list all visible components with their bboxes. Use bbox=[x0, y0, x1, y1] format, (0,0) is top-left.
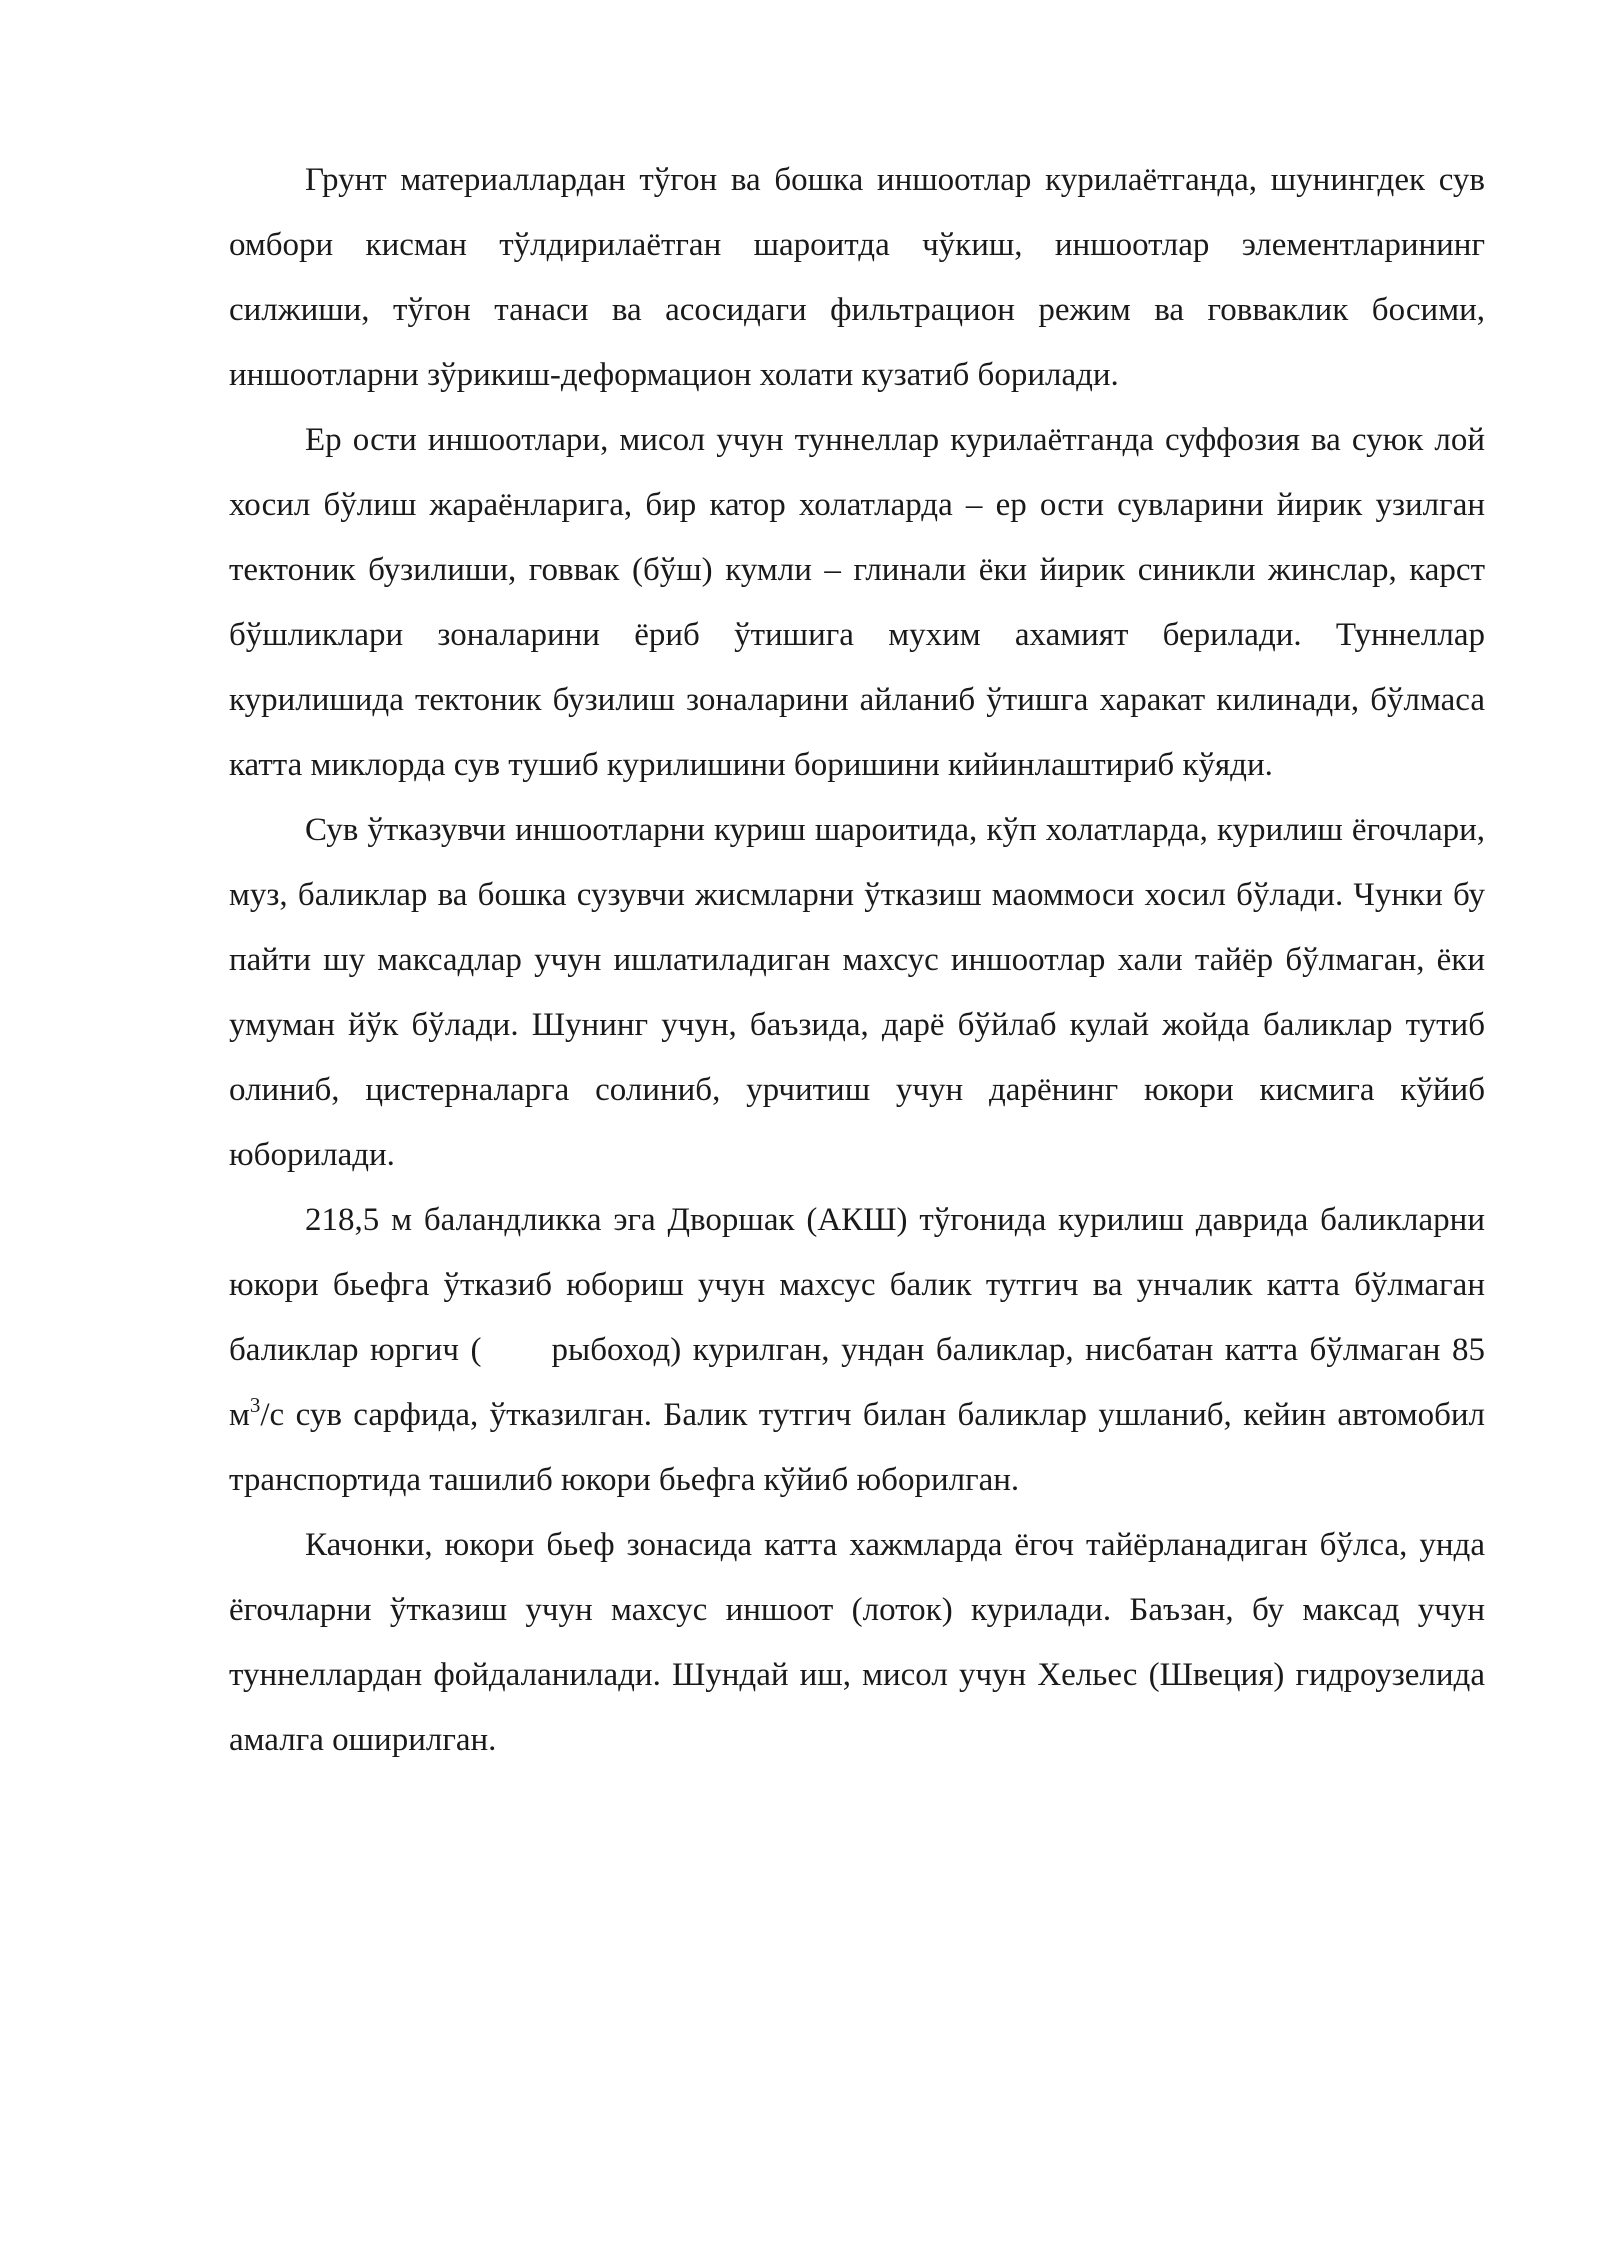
paragraph-5: Качонки, юкори бьеф зонасида катта хажмларда ёгоч тайёрланадиган бўлса, унда ёгочларни ўтказиш учун махсус иншоот (лоток) курилади. Баъзан, бу максад учун туннеллардан фойдаланилади. Шундай иш, мисол учун Хельес (Швеция) гидроузелида амалга оширилган. bbox=[229, 1527, 1485, 1758]
paragraph-4-part-2: рыбоход) курилган, ундан баликлар, нисбатан катта бўлмаган 85 м bbox=[229, 1332, 1485, 1433]
document-body bbox=[229, 148, 1485, 1773]
paragraph-3: Сув ўтказувчи иншоотларни куриш шароитида, кўп холатларда, курилиш ёгочлари, муз, баликлар ва бошка сузувчи жисмларни ўтказиш маоммоси хосил бўлади. Чунки бу пайти шу максадлар учун ишлатиладиган махсус иншоотлар хали тайёр бўлмаган, ёки умуман йўк бўлади. Шунинг учун, баъзида, дарё бўйлаб кулай жойда баликлар тутиб олиниб, цистерналарга солиниб, урчитиш учун дарёнинг юкори кисмига кўйиб юборилади. bbox=[229, 812, 1485, 1173]
paragraph-4-part-1: 218,5 м баландликка эга Дворшак (АКШ) тўгонида курилиш даврида баликларни юкори бьефга ўтказиб юбориш учун махсус балик тутгич ва унчалик катта бўлмаган баликлар юргич ( bbox=[229, 1202, 1485, 1368]
superscript-three: 3 bbox=[249, 1393, 261, 1417]
paragraph-4-part-3: /с сув сарфида, ўтказилган. Балик тутгич билан баликлар ушланиб, кейин автомобил транспортида ташилиб юкори бьефга кўйиб юборилган. bbox=[229, 1397, 1485, 1498]
paragraph-1: Грунт материаллардан тўгон ва бошка иншоотлар курилаётганда, шунингдек сув омбори кисман тўлдирилаётган шароитда чўкиш, иншоотлар элементларининг силжиши, тўгон танаси ва асосидаги фильтрацион режим ва говваклик босими, иншоотларни зўрикиш-деформацион холати кузатиб борилади. bbox=[229, 162, 1485, 393]
paragraph-4 bbox=[229, 1188, 1485, 1513]
paragraph-2: Ер ости иншоотлари, мисол учун туннеллар курилаётганда суффозия ва суюк лой хосил бўлиш жараёнларига, бир катор холатларда – ер ости сувларини йирик узилган тектоник бузилиши, говвак (бўш) кумли – глинали ёки йирик синикли жинслар, карст бўшликлари зоналарини ёриб ўтишига мухим ахамият берилади. Туннеллар курилишида тектоник бузилиш зоналарини айланиб ўтишга харакат килинади, бўлмаса катта миклорда сув тушиб курилишини боришини кийинлаштириб кўяди. bbox=[229, 422, 1485, 783]
